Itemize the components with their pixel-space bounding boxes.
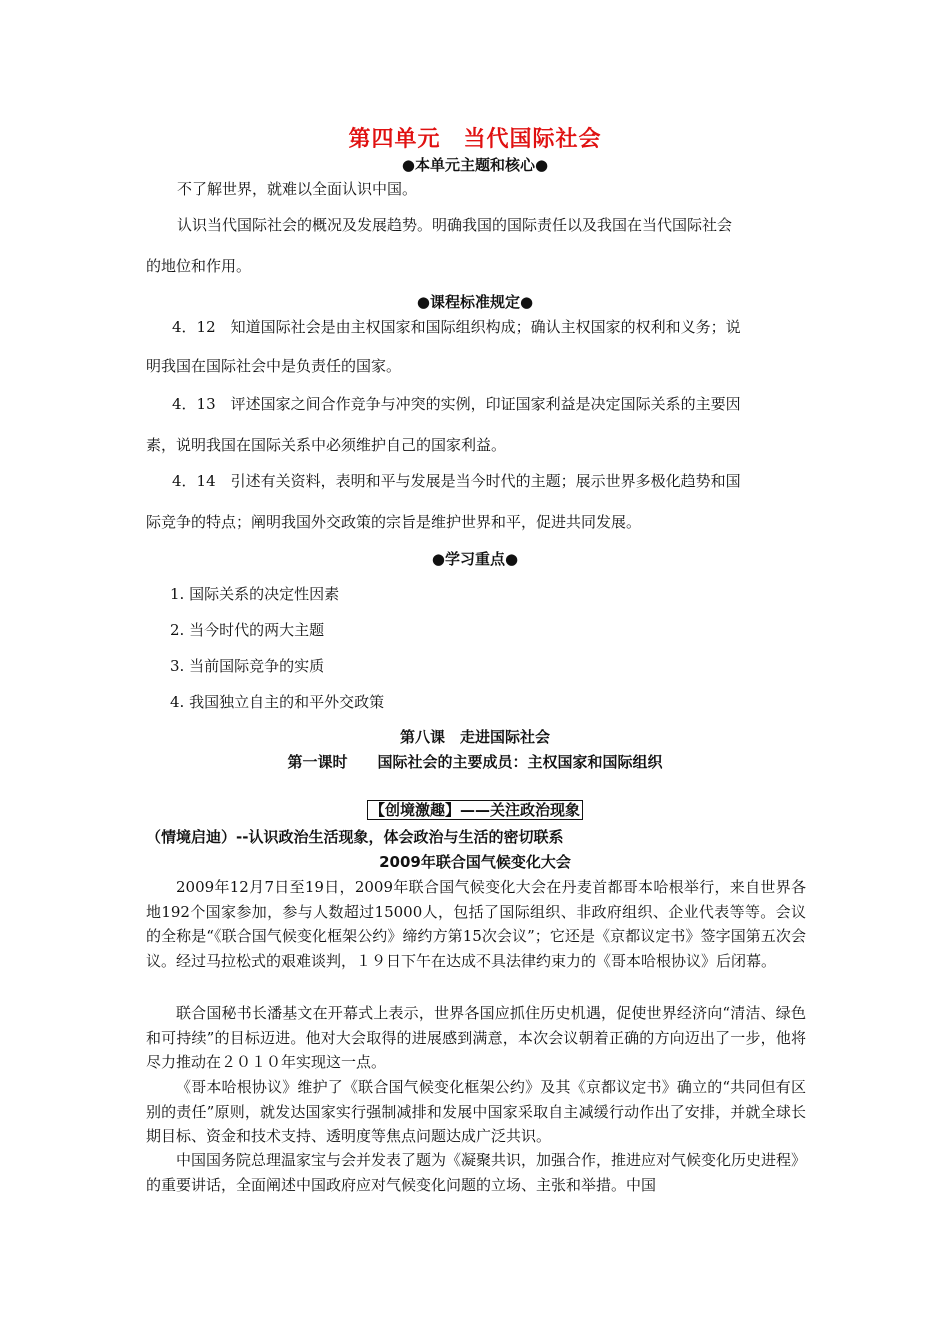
lesson-title: 第八课 走进国际社会 — [399, 728, 550, 746]
theme-heading: ●本单元主题和核心● — [401, 156, 549, 174]
theme-paragraph-1: 不了解世界，就难以全面认识中国。 — [177, 180, 418, 198]
standard-item-1-line-1: 4．12 知道国际社会是由主权国家和国际组织构成；确认主权国家的权利和义务；说 — [172, 318, 741, 336]
article-paragraph-4: 中国国务院总理温家宝与会并发表了题为《凝聚共识，加强合作，推进应对气候变化历史进程》的重要讲话，全面阐述中国政府应对气候变化问题的立场、主张和举措。中国 — [146, 1151, 807, 1194]
article-paragraph-1: 2009年12月7日至19日，2009年联合国气候变化大会在丹麦首都哥本哈根举行，来自世界各地192个国家参加，参与人数超过15000人，包括了国际组织、非政府组织、企业代表等等。会议的全称是“《联合国气候变化框架公约》缔约方第15次会议”；它还是《京都议定书》签字国第五次会议。经过马拉松式的艰难谈判，１９日下午在达成不具法律约束力的《哥本哈根协议》后闭幕。 — [146, 878, 806, 970]
standard-item-3-line-2: 际竞争的特点；阐明我国外交政策的宗旨是维护世界和平，促进共同发展。 — [146, 513, 642, 531]
theme-paragraph-2-line-1: 认识当代国际社会的概况及发展趋势。明确我国的国际责任以及我国在当代国际社会 — [177, 216, 733, 234]
standard-item-1-line-2: 明我国在国际社会中是负责任的国家。 — [146, 357, 402, 375]
key-point-item: 3. 当前国际竞争的实质 — [170, 657, 325, 675]
key-point-item: 4. 我国独立自主的和平外交政策 — [170, 693, 385, 711]
article-paragraph-3: 《哥本哈根协议》维护了《联合国气候变化框架公约》及其《京都议定书》确立的“共同但有区别的责任”原则，就发达国家实行强制减排和发展中国家采取自主减缓行动作出了安排，并就全球长期目标、资金和技术支持、透明度等焦点问题达成广泛共识。 — [146, 1078, 806, 1145]
standard-item-2-line-2: 素，说明我国在国际关系中必须维护自己的国家利益。 — [146, 436, 507, 454]
standard-item-3-line-1: 4．14 引述有关资料，表明和平与发展是当今时代的主题；展示世界多极化趋势和国 — [172, 472, 741, 490]
theme-paragraph-2-line-2: 的地位和作用。 — [146, 257, 252, 275]
unit-title: 第四单元 当代国际社会 — [348, 127, 602, 152]
section-boxed-title: 【创境激趣】——关注政治现象 — [367, 800, 583, 820]
article-paragraph-2: 联合国秘书长潘基文在开幕式上表示，世界各国应抓住历史机遇，促使世界经济向“清洁、绿色和可持续”的目标迈进。他对大会取得的进展感到满意，本次会议朝着正确的方向迈出了一步，他将尽力推动在２０１０年实现这一点。 — [146, 1004, 806, 1071]
key-point-item: 1. 国际关系的决定性因素 — [170, 585, 340, 603]
article-title: 2009年联合国气候变化大会 — [379, 853, 571, 871]
key-points-heading: ●学习重点● — [431, 550, 519, 568]
standard-item-2-line-1: 4．13 评述国家之间合作竞争与冲突的实例，印证国家利益是决定国际关系的主要因 — [172, 395, 741, 413]
section-title-wrap — [0, 800, 950, 820]
standards-heading: ●课程标准规定● — [416, 293, 534, 311]
section-intro: （情境启迪）--认识政治生活现象，体会政治与生活的密切联系 — [146, 828, 564, 846]
key-point-item: 2. 当今时代的两大主题 — [170, 621, 325, 639]
lesson-subtitle: 第一课时 国际社会的主要成员：主权国家和国际组织 — [287, 753, 663, 771]
